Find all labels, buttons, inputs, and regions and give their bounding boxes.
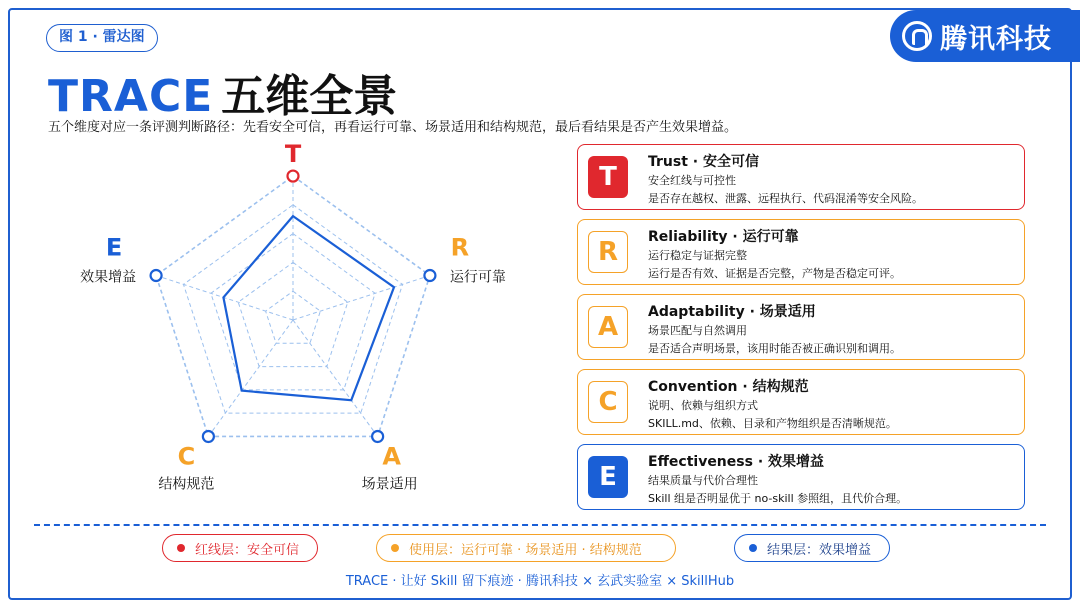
radar-axis-letter: A	[382, 442, 401, 471]
bullet-dot-icon	[749, 544, 757, 552]
radar-vertex-point	[424, 270, 435, 281]
card-heading: Trust · 安全可信	[648, 154, 759, 170]
figure-tag: 图 1 · 雷达图	[46, 24, 158, 52]
title-en: TRACE	[48, 71, 214, 122]
radar-axis-label: 运行可靠	[449, 269, 506, 286]
brand-logo	[890, 10, 1080, 62]
card-summary: 说明、依赖与组织方式	[648, 399, 758, 412]
card-letter-badge: E	[588, 456, 628, 498]
bullet-dot-icon	[391, 544, 399, 552]
radar-spoke	[293, 276, 430, 320]
card-description: 运行是否有效、证据是否完整，产物是否稳定可评。	[648, 267, 901, 280]
layer-pill-orange	[376, 534, 676, 562]
brand-name: 腾讯科技	[940, 23, 1052, 55]
divider	[34, 524, 1046, 526]
layer-pill-red	[162, 534, 318, 562]
radar-spoke	[208, 320, 293, 436]
card-summary: 结果质量与代价合理性	[648, 474, 758, 487]
radar-vertex-point	[151, 270, 162, 281]
card-summary: 运行稳定与证据完整	[648, 249, 747, 262]
layer-pill-blue	[734, 534, 890, 562]
radar-axis-label: 结构规范	[158, 476, 215, 493]
radar-axis-letter: C	[177, 442, 196, 471]
layer-label: 红线层：安全可信	[195, 542, 300, 558]
radar-vertex-point	[203, 431, 214, 442]
dimension-card-e	[577, 444, 1025, 510]
card-description: 是否存在越权、泄露、远程执行、代码混淆等安全风险。	[648, 192, 923, 205]
radar-grid-ring	[238, 262, 348, 366]
radar-axis-letter: E	[105, 233, 123, 262]
layer-label: 使用层：运行可靠 · 场景适用 · 结构规范	[409, 542, 642, 558]
radar-axis-letter: R	[450, 233, 470, 262]
bullet-dot-icon	[177, 544, 185, 552]
title-zh: 五维全景	[221, 71, 398, 122]
layer-label: 结果层：效果增益	[767, 542, 872, 558]
radar-series-line	[223, 216, 394, 400]
card-letter-badge: A	[588, 306, 628, 348]
radar-axis-label: 场景适用	[361, 476, 418, 493]
card-heading: Reliability · 运行可靠	[648, 229, 799, 245]
radar-spoke	[293, 320, 378, 436]
dimension-card-a	[577, 294, 1025, 360]
radar-vertex-point	[288, 171, 299, 182]
page-subtitle: 五个维度对应一条评测判断路径：先看安全可信，再看运行可靠、场景适用和结构规范，最后看结果是否产生效果增益。	[48, 120, 738, 135]
card-letter-badge: C	[588, 381, 628, 423]
radar-vertex-point	[372, 431, 383, 442]
card-letter-badge: R	[588, 231, 628, 273]
dimension-card-c	[577, 369, 1025, 435]
card-description: Skill 组是否明显优于 no-skill 参照组，且代价合理。	[648, 492, 908, 505]
page-title	[48, 60, 397, 124]
card-heading: Adaptability · 场景适用	[648, 304, 816, 320]
radar-axis-letter: T	[284, 140, 302, 169]
dimension-card-r	[577, 219, 1025, 285]
card-heading: Effectiveness · 效果增益	[648, 454, 825, 470]
card-heading: Convention · 结构规范	[648, 379, 809, 395]
radar-chart	[60, 140, 530, 510]
dimension-card-t	[577, 144, 1025, 210]
radar-axis-label: 效果增益	[80, 269, 137, 286]
card-description: 是否适合声明场景，该用时能否被正确识别和调用。	[648, 342, 901, 355]
dimension-cards	[577, 144, 1025, 519]
card-description: SKILL.md、依赖、目录和产物组织是否清晰规范。	[648, 417, 897, 430]
card-summary: 安全红线与可控性	[648, 174, 736, 187]
tencent-penguin-icon	[902, 21, 932, 51]
card-summary: 场景匹配与自然调用	[648, 324, 747, 337]
card-letter-badge: T	[588, 156, 628, 198]
footer-text: TRACE · 让好 Skill 留下痕迹 · 腾讯科技 × 玄武实验室 × SkillHub	[345, 574, 735, 589]
